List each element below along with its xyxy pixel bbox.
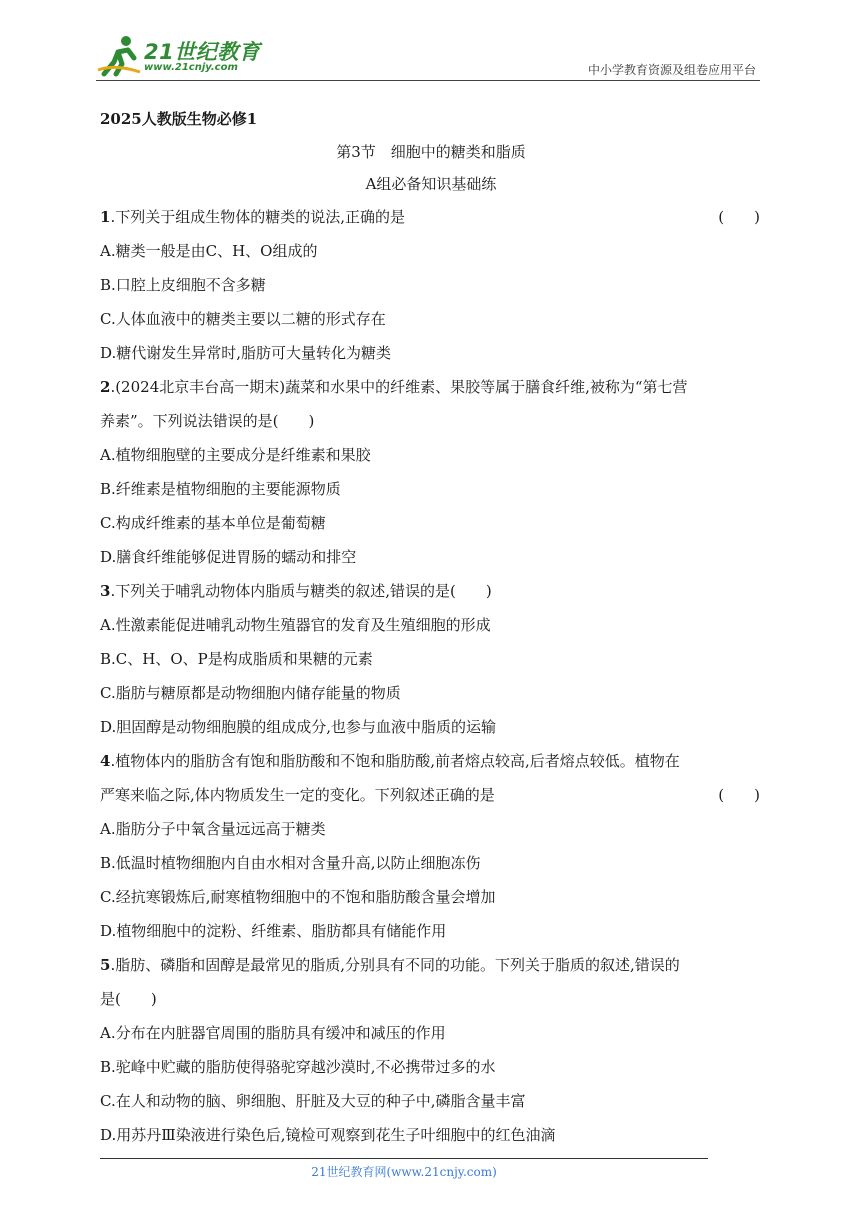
group-title: A组必备知识基础练 — [365, 175, 497, 193]
doc-title: 2025人教版生物必修1 — [100, 110, 258, 128]
answer-option: D.胆固醇是动物细胞膜的组成成分,也参与血液中脂质的运输 — [100, 718, 497, 736]
answer-option: B.口腔上皮细胞不含多糖 — [100, 276, 266, 294]
question-stem-text: 严寒来临之际,体内物质发生一定的变化。下列叙述正确的是 — [100, 786, 495, 804]
question-stem-line — [100, 200, 762, 234]
question-number: 3 — [100, 582, 111, 600]
question-number: 5 — [100, 956, 111, 974]
answer-option: C.脂肪与糖原都是动物细胞内储存能量的物质 — [100, 684, 401, 702]
question-stem-line — [100, 574, 762, 608]
question-4 — [100, 744, 762, 948]
question-stem-text: .脂肪、磷脂和固醇是最常见的脂质,分别具有不同的功能。下列关于脂质的叙述,错误的 — [110, 956, 680, 974]
answer-option: A.糖类一般是由C、H、O组成的 — [100, 242, 318, 260]
question-stem-line — [100, 404, 762, 438]
question-stem-line — [100, 982, 762, 1016]
answer-option: C.人体血液中的糖类主要以二糖的形式存在 — [100, 310, 386, 328]
question-2 — [100, 370, 762, 574]
answer-option: A.植物细胞壁的主要成分是纤维素和果胶 — [100, 446, 371, 464]
logo-url: www.21cnjy.com — [144, 62, 238, 73]
question-stem-line — [100, 778, 762, 812]
answer-option: A.分布在内脏器官周围的脂肪具有缓冲和减压的作用 — [100, 1024, 446, 1042]
logo-text: 21世纪教育 — [144, 40, 261, 64]
question-stem-line — [100, 744, 762, 778]
document-body — [100, 104, 762, 1152]
platform-label: 中小学教育资源及组卷应用平台 — [587, 63, 756, 77]
answer-blank: ( ) — [718, 786, 760, 804]
question-stem-text: 是( ) — [100, 990, 157, 1008]
question-stem-text: .(2024北京丰台高一期末)蔬菜和水果中的纤维素、果胶等属于膳食纤维,被称为“第七营 — [110, 378, 688, 396]
question-stem-text: .下列关于组成生物体的糖类的说法,正确的是 — [110, 208, 405, 226]
answer-option: A.脂肪分子中氧含量远远高于糖类 — [100, 820, 326, 838]
question-5 — [100, 948, 762, 1152]
question-stem-line — [100, 370, 762, 404]
question-stem-text: .下列关于哺乳动物体内脂质与糖类的叙述,错误的是( ) — [110, 582, 492, 600]
runner-icon — [96, 34, 142, 78]
answer-option: D.用苏丹Ⅲ染液进行染色后,镜检可观察到花生子叶细胞中的红色油滴 — [100, 1126, 556, 1144]
answer-option: C.在人和动物的脑、卵细胞、肝脏及大豆的种子中,磷脂含量丰富 — [100, 1092, 526, 1110]
footer-divider — [100, 1158, 708, 1159]
answer-option: D.植物细胞中的淀粉、纤维素、脂肪都具有储能作用 — [100, 922, 447, 940]
question-list — [100, 200, 762, 1152]
answer-blank: ( ) — [718, 208, 760, 226]
answer-option: D.糖代谢发生异常时,脂肪可大量转化为糖类 — [100, 344, 392, 362]
answer-option: A.性激素能促进哺乳动物生殖器官的发育及生殖细胞的形成 — [100, 616, 491, 634]
header-divider — [96, 80, 760, 81]
answer-option: D.膳食纤维能够促进胃肠的蠕动和排空 — [100, 548, 357, 566]
answer-option: B.C、H、O、P是构成脂质和果糖的元素 — [100, 650, 373, 668]
question-number: 2 — [100, 378, 111, 396]
answer-option: B.驼峰中贮藏的脂肪使得骆驼穿越沙漠时,不必携带过多的水 — [100, 1058, 496, 1076]
answer-option: C.构成纤维素的基本单位是葡萄糖 — [100, 514, 326, 532]
footer-text: 21世纪教育网(www.21cnjy.com) — [311, 1165, 497, 1179]
site-logo — [96, 34, 266, 80]
page-header — [96, 34, 760, 84]
section-title: 第3节 细胞中的糖类和脂质 — [336, 143, 526, 161]
question-stem-text: .植物体内的脂肪含有饱和脂肪酸和不饱和脂肪酸,前者熔点较高,后者熔点较低。植物在 — [110, 752, 680, 770]
question-stem-line — [100, 948, 762, 982]
answer-option: C.经抗寒锻炼后,耐寒植物细胞中的不饱和脂肪酸含量会增加 — [100, 888, 496, 906]
answer-option: B.纤维素是植物细胞的主要能源物质 — [100, 480, 341, 498]
question-stem-text: 养素”。下列说法错误的是( ) — [100, 412, 315, 430]
question-3 — [100, 574, 762, 744]
question-number: 1 — [100, 208, 111, 226]
answer-option: B.低温时植物细胞内自由水相对含量升高,以防止细胞冻伤 — [100, 854, 481, 872]
question-number: 4 — [100, 752, 111, 770]
question-1 — [100, 200, 762, 370]
